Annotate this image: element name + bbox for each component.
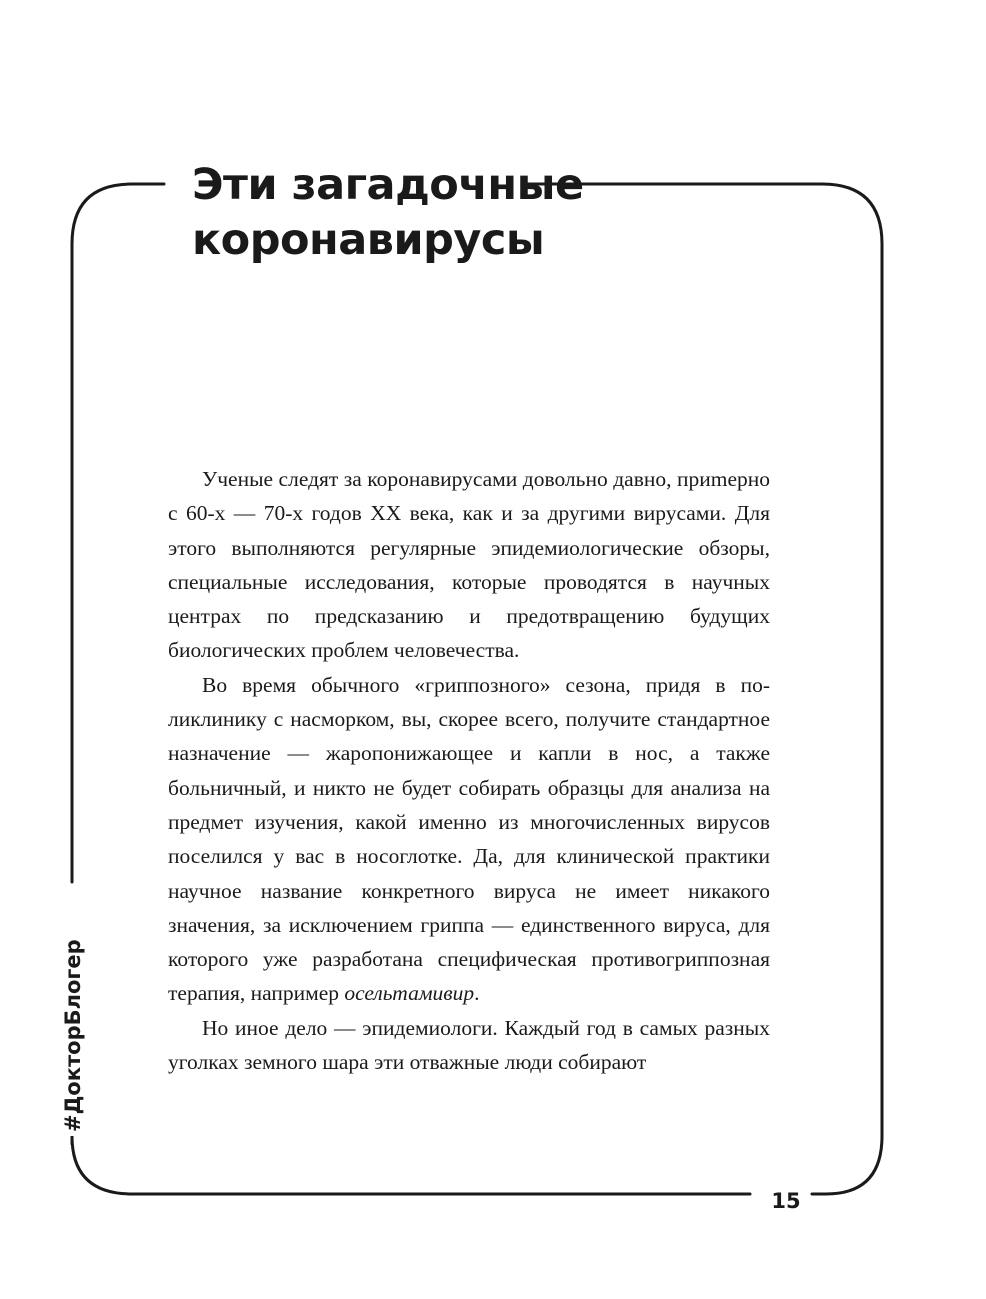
paragraph-3-text: Но иное дело — эпидемиологи. Каждый год в самых разных уголках земного шара эти отважные люди собирают [168, 1015, 770, 1075]
drug-name-emphasis: осельтамивир [344, 981, 475, 1006]
body-text [168, 462, 770, 1079]
chapter-title-line-2: коронавирусы [192, 215, 545, 265]
page-number: 15 [771, 1189, 801, 1213]
paragraph-1-text: Ученые следят за коронавирусами довольно давно, приmерно с 60-х — 70-х годов XX века, как и за другими вирусами. Для этого выполняются регулярные эпидемиологические обзоры, специальные исследования, которые проводятся в научных центрах по предсказанию и предотвращению будущих биологических проблем человечества. [168, 467, 770, 663]
paragraph-2-text: Во время обычного «гриппозного» сезона, придя в поликлинику с насморком, вы, скорее всего, получите стандартное назначение — жаропонижающее и капли в нос, а также больничный, и никто не будет собирать образцы для анализа на предмет изучения, какой именно из многочисленных вирусов поселился у вас в носоглотке. Да, для клинической практики научное название конкретного вируса не имеет никакого значения, за исключением гриппа — единственного вируса, для которого уже разработана специфическая противогриппозная терапия, например [168, 672, 770, 1006]
paragraph-2 [168, 668, 770, 1011]
paragraph-2-end: . [474, 981, 480, 1006]
paragraph-1 [168, 462, 770, 668]
paragraph-3 [168, 1011, 770, 1080]
frame-bottom-left [72, 1136, 750, 1194]
chapter-title-line-1: Эти загадочные [192, 160, 584, 210]
chapter-title [192, 158, 584, 268]
frame-top-left [72, 184, 164, 882]
side-hashtag: #ДокторБлогер [61, 939, 85, 1132]
